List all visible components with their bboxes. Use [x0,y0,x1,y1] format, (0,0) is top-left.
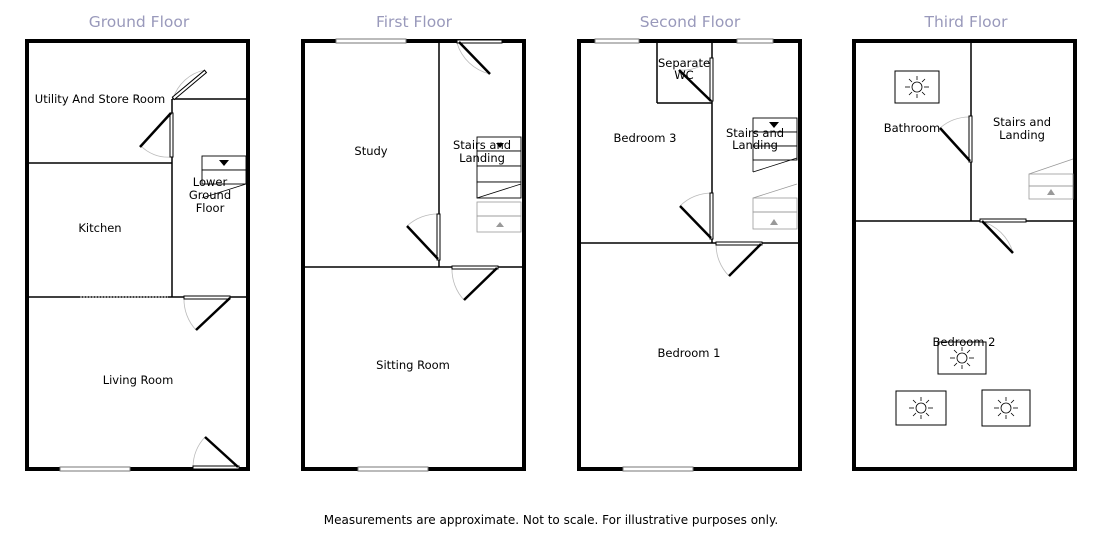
arrow-up-icon [496,222,504,227]
second-floor-plan [579,13,800,471]
first-floor-plan [303,13,524,471]
window-icon [737,39,773,43]
window-icon [358,467,428,471]
disclaimer-text: Measurements are approximate. Not to scale. For illustrative purposes only. [323,513,779,527]
window-icon [623,467,693,471]
door-icon [940,116,972,162]
room-label-stairs-landing: Stairs and [725,126,785,140]
room-label-bathroom: Bathroom [883,121,941,135]
room-label-stairs-landing: Landing [732,138,778,152]
third-floor-title: Third Floor [924,13,1008,31]
room-label-bedroom-1: Bedroom 1 [657,346,721,360]
room-label-lower-ground-floor: Ground [188,188,232,202]
door-icon [680,193,713,239]
window-icon [60,467,130,471]
arrow-up-icon [1047,189,1055,195]
room-label-living-room: Living Room [102,373,174,387]
skylight-icon [895,71,939,103]
room-label-stairs-landing: Landing [459,151,505,165]
ground-floor-title: Ground Floor [88,13,190,31]
third-floor-outer-wall [854,41,1075,469]
room-label-lower-ground-floor: Floor [195,201,225,215]
room-label-separate-wc: WC [674,68,694,82]
door-icon [716,242,762,276]
window-icon [336,39,406,43]
room-label-study: Study [354,144,388,158]
third-floor-plan [854,13,1075,469]
ground-floor-plan [27,13,248,471]
second-floor-title: Second Floor [639,13,741,31]
room-label-stairs-landing: Stairs and [452,138,512,152]
room-label-sitting-room: Sitting Room [376,358,450,372]
door-icon [140,113,173,157]
room-label-kitchen: Kitchen [78,221,122,235]
arrow-up-icon [770,219,778,225]
door-icon [407,214,440,260]
first-floor-title: First Floor [375,13,453,31]
skylight-icon [896,391,946,425]
room-label-stairs-landing: Landing [999,128,1045,142]
door-icon [172,70,206,100]
door-icon [980,219,1026,253]
room-label-separate-wc: Separate [657,56,711,70]
staircase-icon [1029,159,1073,199]
room-label-bedroom-3: Bedroom 3 [613,131,677,145]
window-icon [595,39,639,43]
door-icon [457,40,502,74]
room-label-stairs-landing: Stairs and [992,115,1052,129]
door-icon [452,266,498,300]
skylight-icon [982,390,1030,426]
first-floor-outer-wall [303,41,524,469]
second-floor-outer-wall [579,41,800,469]
door-icon [184,296,230,330]
room-label-bedroom-2: Bedroom 2 [932,335,996,349]
room-label-lower-ground-floor: Lower [192,175,228,189]
door-icon [193,437,239,469]
room-label-utility: Utility And Store Room [34,92,166,106]
